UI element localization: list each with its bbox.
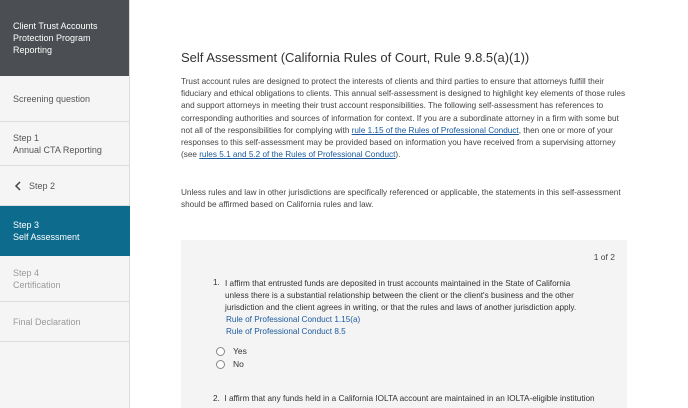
rule-1-15-link[interactable]: rule 1.15 of the Rules of Professional Conduct <box>351 125 519 135</box>
sidebar-item-label: Step 3 <box>13 220 40 230</box>
radio-label: Yes <box>233 346 247 356</box>
jurisdiction-paragraph: Unless rules and law in other jurisdictions are specifically referenced or applicable, the statements in this self-assessment should be affirmed based on California rules and law. <box>181 188 621 210</box>
sidebar-item-step1[interactable] <box>0 122 130 166</box>
question-1-text: I affirm that entrusted funds are deposited in trust accounts maintained in the State of California unless there is a substantial relationship between the client or the client's business and the other jurisdiction and the client agrees in writing, or that the rules and laws of another jurisdiction apply. <box>225 279 577 313</box>
radio-no[interactable] <box>216 359 244 369</box>
reference-link[interactable]: Rule of Professional Conduct 8.5 <box>226 327 346 336</box>
question-1-references <box>226 314 360 338</box>
reference-link[interactable]: Rule of Professional Conduct 1.15(a) <box>226 315 361 324</box>
sidebar-item-label: Step 2 <box>29 180 56 191</box>
main-content <box>131 0 688 408</box>
chevron-left-icon <box>13 180 23 192</box>
radio-yes[interactable] <box>216 346 247 356</box>
intro-text: , then one or more of your responses to this self-assessment may be provided based on information you have received from a supervising attorney (see <box>181 125 616 160</box>
sidebar-header: Client Trust Accounts Protection Program Reporting <box>0 0 129 76</box>
question-number: 1. <box>213 278 220 287</box>
sidebar <box>0 0 130 408</box>
question-2 <box>213 394 595 403</box>
question-panel <box>181 240 627 408</box>
intro-text: Trust account rules are designed to protect the interests of clients and third parties to ensure that attorneys fulfill their fiduciary and ethical obligations to clients. This annual self-assessment is designed to highlight key elements of those rules and support attorneys in meeting their trust account responsibilities. The following self-assessment has references to corresponding authorities and sources of information for context. If you are a subordinate attorney in a firm with some but not all of the responsibilities for complying with <box>181 77 626 135</box>
sidebar-item-sublabel: Self Assessment <box>13 232 80 242</box>
sidebar-item-label: Screening question <box>13 93 91 104</box>
sidebar-item-sublabel: Annual CTA Reporting <box>13 144 102 155</box>
rules-5-1-5-2-link[interactable]: rules 5.1 and 5.2 of the Rules of Professional Conduct <box>199 150 396 160</box>
sidebar-item-label: Final Declaration <box>13 316 81 327</box>
sidebar-item-sublabel: Certification <box>13 279 61 290</box>
page-counter: 1 of 2 <box>593 252 615 262</box>
sidebar-item-step2[interactable] <box>0 166 130 206</box>
radio-circle[interactable] <box>216 360 225 369</box>
radio-circle[interactable] <box>216 347 225 356</box>
sidebar-item-final-declaration[interactable] <box>0 302 130 342</box>
sidebar-item-label: Step 4 <box>13 267 40 278</box>
question-number: 2. <box>213 394 220 403</box>
intro-text: ). <box>395 150 401 160</box>
sidebar-item-screening[interactable] <box>0 76 130 122</box>
sidebar-item-step4[interactable] <box>0 256 130 302</box>
question-2-text: I affirm that any funds held in a California IOLTA account are maintained in an IOLTA-eligible institution <box>224 394 595 403</box>
sidebar-item-label: Step 1 <box>13 132 40 143</box>
sidebar-item-step3-active[interactable] <box>0 206 130 256</box>
radio-label: No <box>233 359 244 369</box>
page-title: Self Assessment (California Rules of Court, Rule 9.8.5(a)(1)) <box>181 50 530 65</box>
intro-paragraph <box>181 76 631 161</box>
